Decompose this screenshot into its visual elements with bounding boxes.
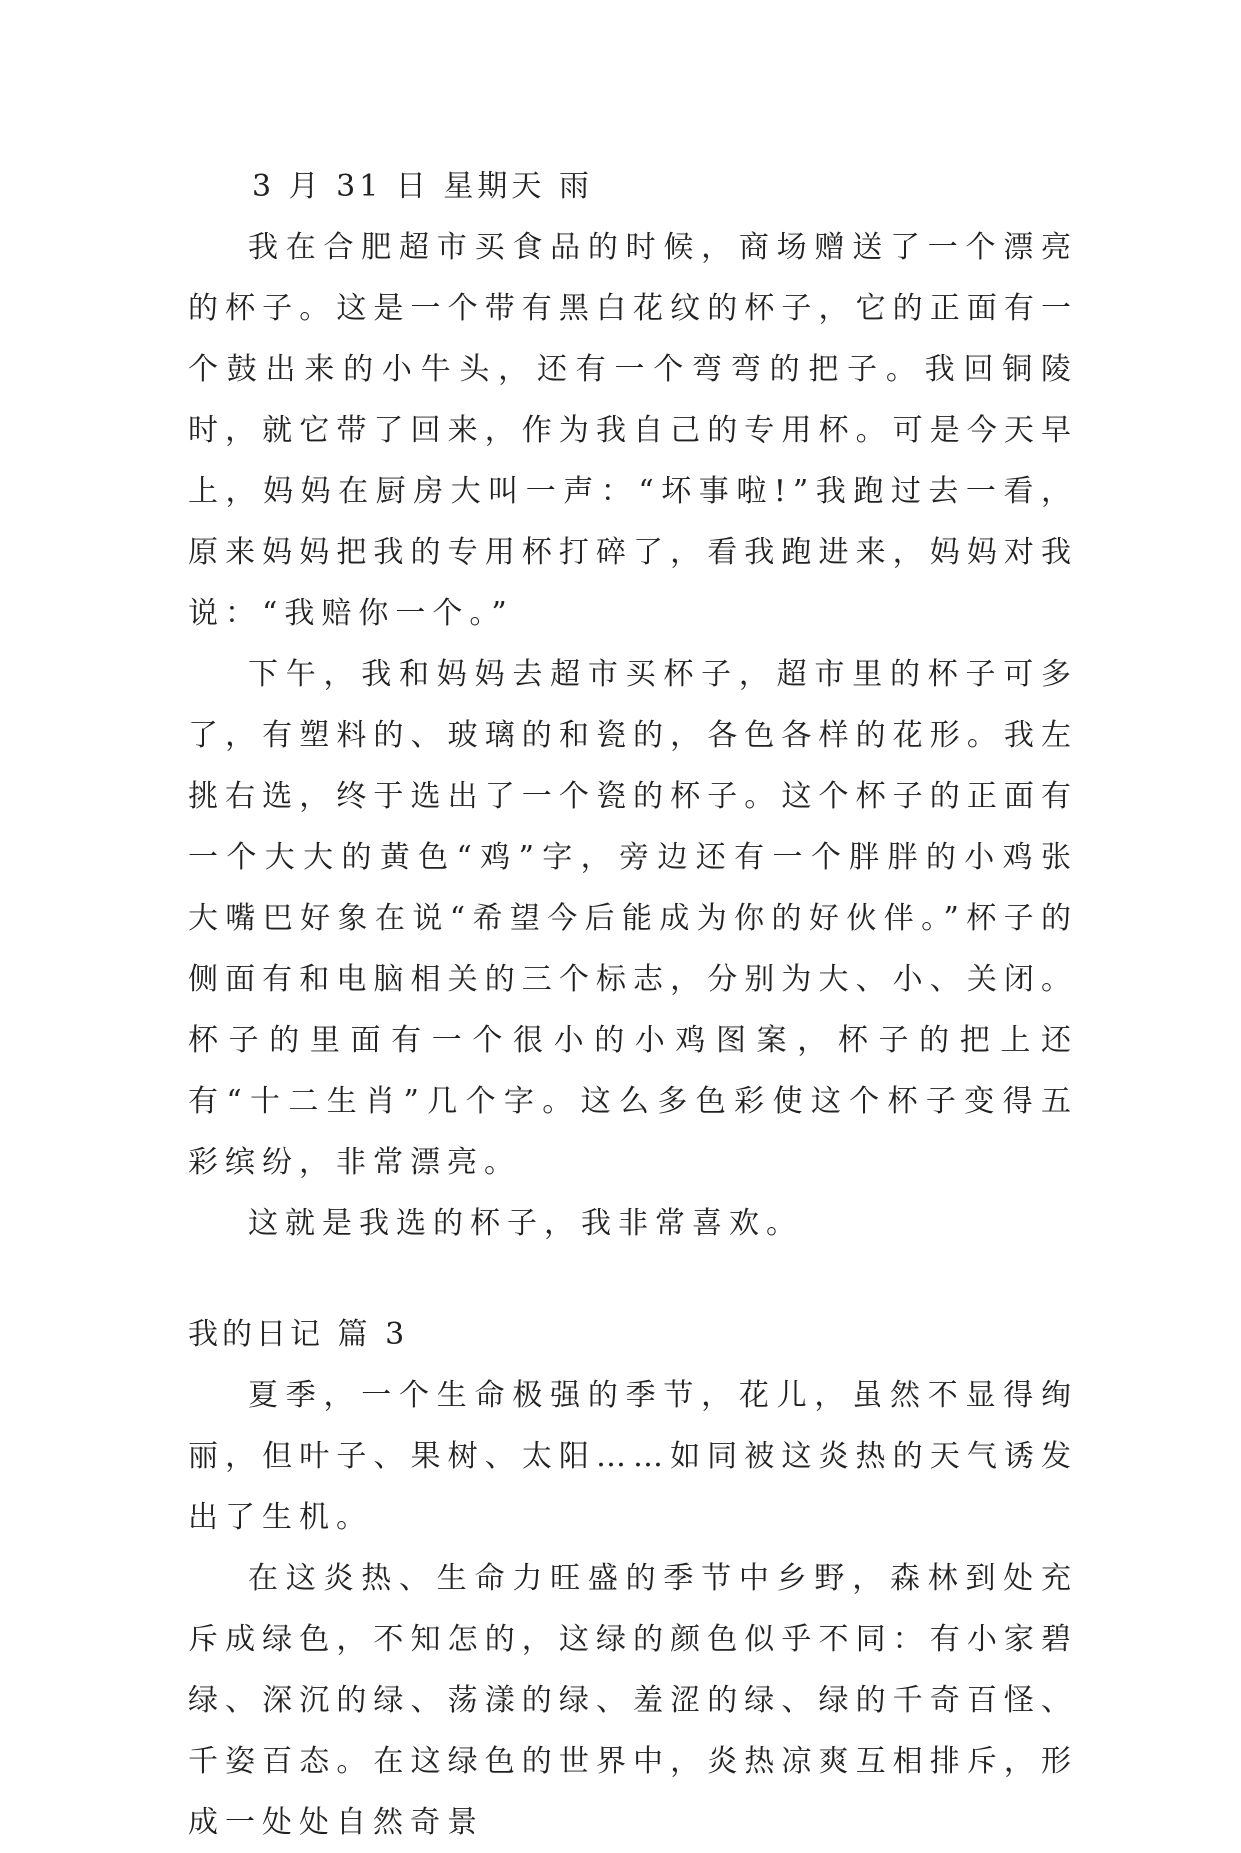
entry-paragraph-3: 这就是我选的杯子，我非常喜欢。 bbox=[248, 1206, 803, 1241]
section-paragraph-1: 夏季，一个生命极强的季节，花儿，虽然不显得绚丽，但叶子、果树、太阳……如同被这炎热的天气诱发出了生机。 bbox=[188, 1378, 1078, 1535]
section-heading: 我的日记 篇 3 bbox=[188, 1317, 409, 1352]
entry-paragraph-1: 我在合肥超市买食品的时候，商场赠送了一个漂亮的杯子。这是一个带有黑白花纹的杯子，它的正面有一个鼓出来的小牛头，还有一个弯弯的把子。我回铜陵时，就它带了回来，作为我自己的专用杯。可是今天早上，妈妈在厨房大叫一声：“坏事啦!”我跑过去一看，原来妈妈把我的专用杯打碎了，看我跑进来，妈妈对我说：“我赔你一个。” bbox=[188, 230, 1078, 631]
section-paragraph-2: 在这炎热、生命力旺盛的季节中乡野，森林到处充斥成绿色，不知怎的，这绿的颜色似乎不同：有小家碧绿、深沉的绿、荡漾的绿、羞涩的绿、绿的千奇百怪、千姿百态。在这绿色的世界中，炎热凉爽互相排斥，形成一处处自然奇景 bbox=[188, 1561, 1078, 1840]
entry-dateline: 3 月 31 日 星期天 雨 bbox=[252, 169, 593, 204]
document-body bbox=[188, 156, 1078, 1853]
entry-paragraph-2: 下午，我和妈妈去超市买杯子，超市里的杯子可多了，有塑料的、玻璃的和瓷的，各色各样的花形。我左挑右选，终于选出了一个瓷的杯子。这个杯子的正面有一个大大的黄色“鸡”字，旁边还有一个胖胖的小鸡张大嘴巴好象在说“希望今后能成为你的好伙伴。”杯子的侧面有和电脑相关的三个标志，分别为大、小、关闭。杯子的里面有一个很小的小鸡图案，杯子的把上还有“十二生肖”几个字。这么多色彩使这个杯子变得五彩缤纷，非常漂亮。 bbox=[188, 657, 1078, 1180]
